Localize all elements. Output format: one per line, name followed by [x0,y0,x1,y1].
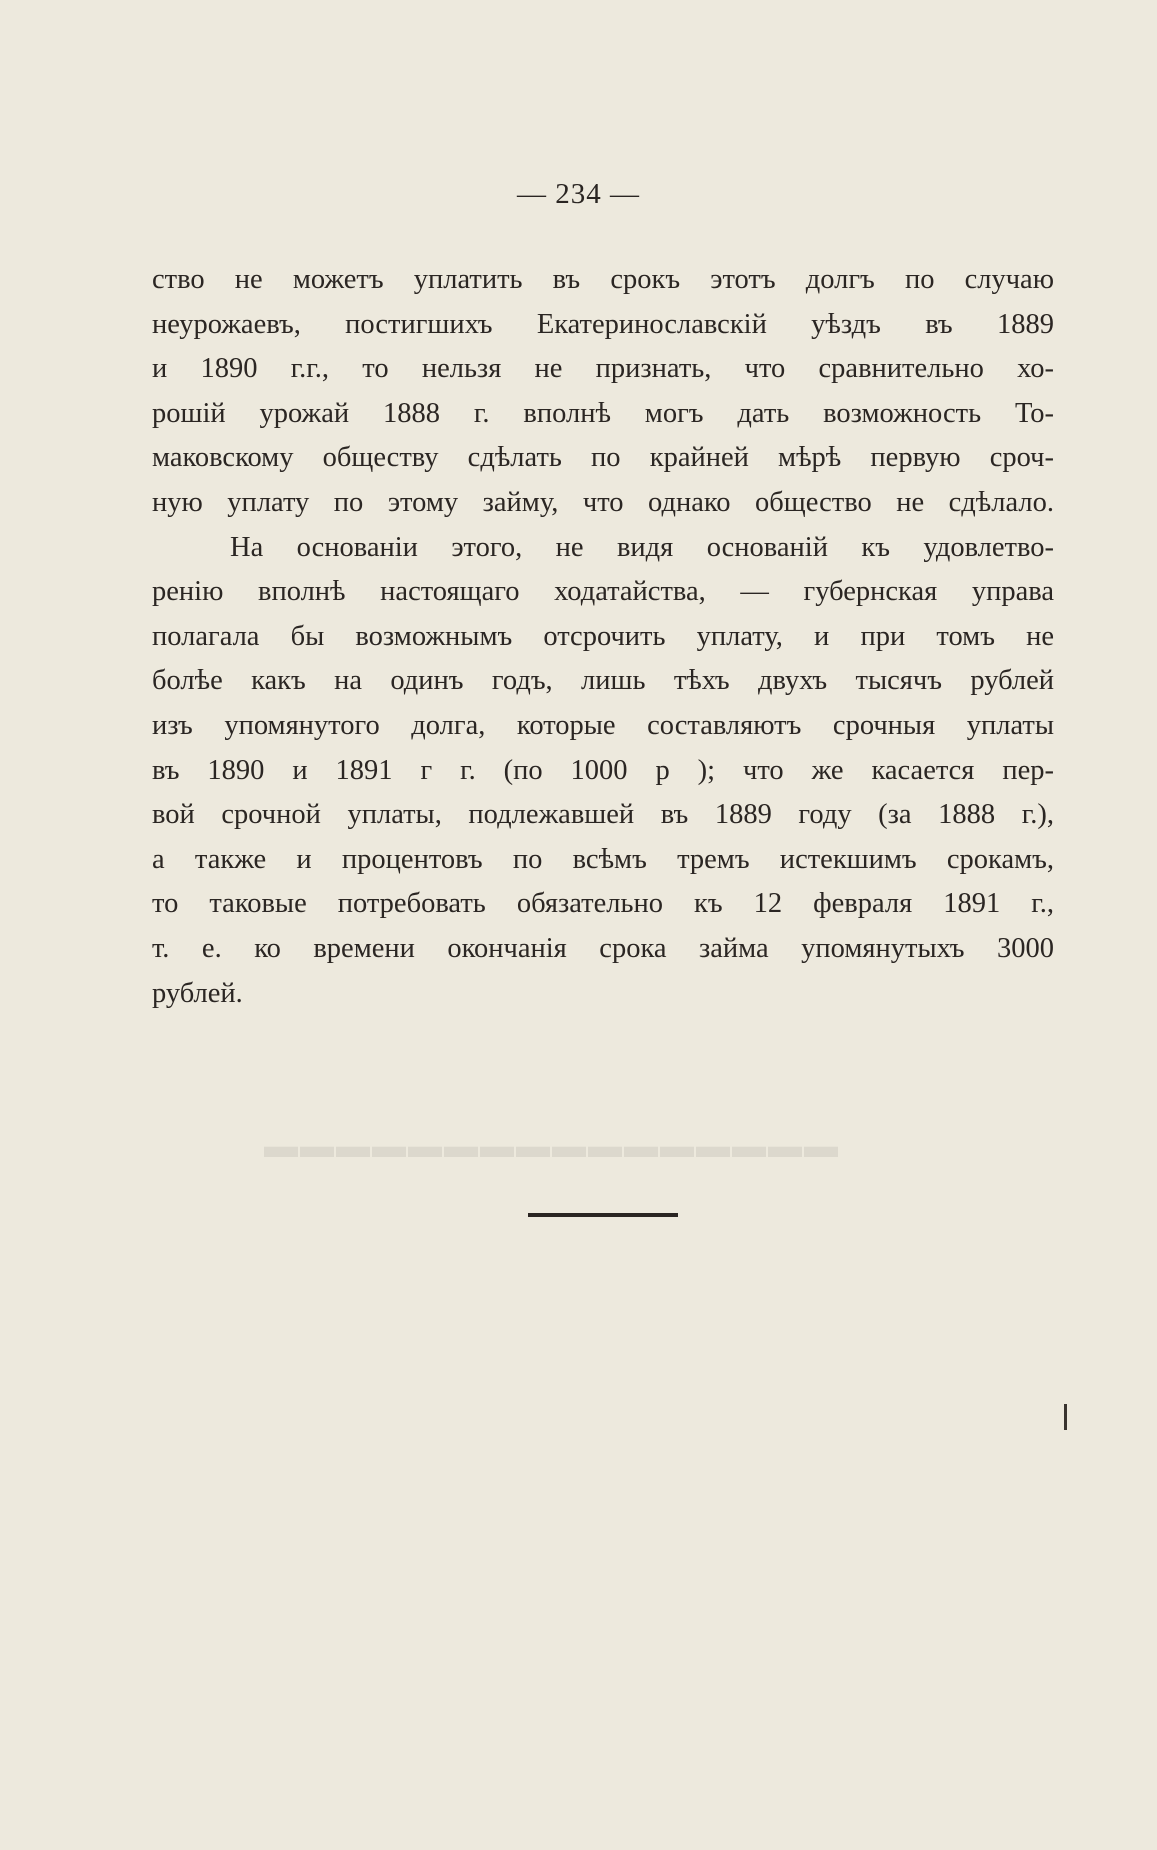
margin-mark [1064,1404,1067,1430]
bleed-through-heading: ▬▬▬▬▬▬▬▬▬▬▬▬▬▬▬▬ [262,1128,838,1165]
text-line: ную уплату по этому займу, что однако общество не сдѣлало. [152,486,1054,518]
text-line: рошій урожай 1888 г. вполнѣ могъ дать возможность То- [152,397,1054,429]
text-line: а также и процентовъ по всѣмъ тремъ истекшимъ срокамъ, [152,843,1054,875]
text-line: то таковые потребовать обязательно къ 12 февраля 1891 г., [152,888,1054,920]
text-line: болѣе какъ на одинъ годъ, лишь тѣхъ двухъ тысячъ рублей [152,665,1054,697]
text-line: маковскому обществу сдѣлать по крайней мѣрѣ первую сроч- [152,442,1054,474]
text-line: т. е. ко времени окончанія срока займа упомянутыхъ 3000 [152,932,1054,964]
text-line: ренію вполнѣ настоящаго ходатайства, — губернская управа [152,576,1054,608]
text-line: вой срочной уплаты, подлежавшей въ 1889 году (за 1888 г.), [152,799,1054,831]
body-text [152,258,1054,1016]
text-line: неурожаевъ, постигшихъ Екатеринославскій уѣздъ въ 1889 [152,308,1054,340]
page-number: — 234 — [517,178,640,210]
text-line: рублей. [152,977,243,1009]
text-line: въ 1890 и 1891 г г. (по 1000 р ); что же касается пер- [152,754,1054,786]
paragraph-start-line: На основаніи этого, не видя основаній къ удовлетво- [230,531,1054,563]
text-line: ство не можетъ уплатить въ срокъ этотъ долгъ по случаю [152,264,1054,295]
text-line: и 1890 г.г., то нельзя не признать, что сравнительно хо- [152,353,1054,385]
section-divider-rule [528,1213,678,1217]
text-line: полагала бы возможнымъ отсрочить уплату, и при томъ не [152,620,1054,652]
text-line: изъ упомянутого долга, которые составляютъ срочныя уплаты [152,709,1054,741]
